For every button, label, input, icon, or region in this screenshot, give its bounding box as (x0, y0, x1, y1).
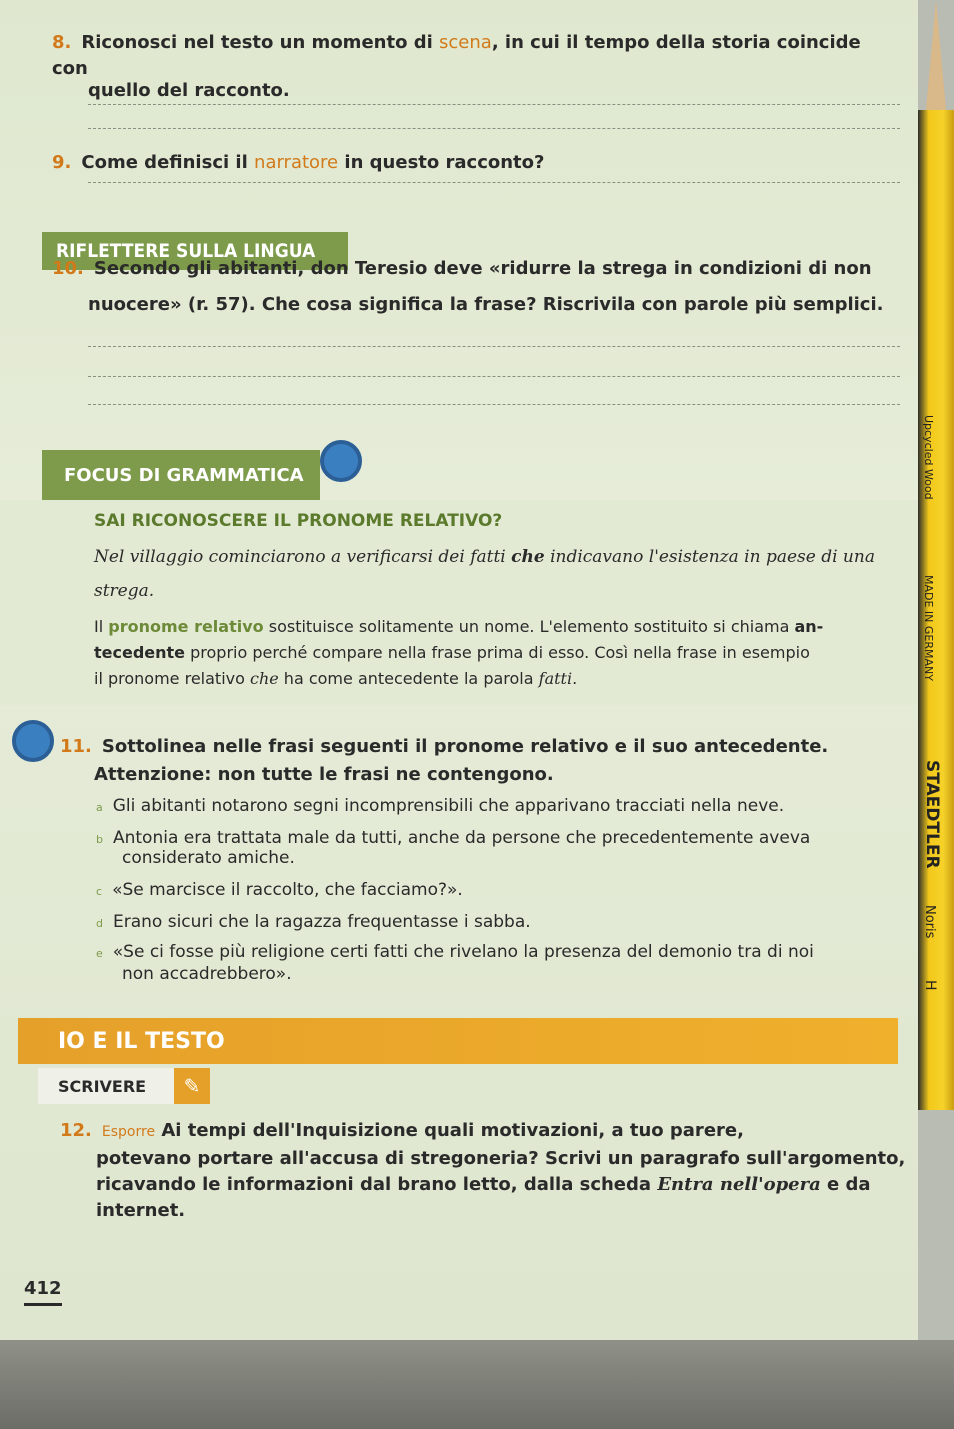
question-9: 9. Come definisci il narratore in questo racconto? (52, 152, 545, 173)
pencil-label-made-in: MADE IN GERMANY (922, 575, 935, 681)
section-bar-io-e-il-testo: IO E IL TESTO (18, 1018, 898, 1064)
question-8-line-2: quello del racconto. (88, 80, 290, 101)
pen-icon: ✎ (174, 1068, 210, 1104)
pencil-label-hardness: H (922, 980, 938, 991)
section-label-riflettere: RIFLETTERE SULLA LINGUA (42, 232, 348, 270)
focus-explanation-3: il pronome relativo che ha come antecedente la parola fatti. (94, 669, 578, 688)
page-number: 412 (24, 1278, 62, 1306)
list-item-continuation: considerato amiche. (122, 848, 295, 868)
list-item: b Antonia era trattata male da tutti, anche da persone che precedentemente aveva (96, 828, 811, 848)
question-11: 11. Sottolinea nelle frasi seguenti il pronome relativo e il suo antecedente. (60, 736, 829, 757)
question-12: 12. Esporre Ai tempi dell'Inquisizione quali motivazioni, a tuo parere, (60, 1120, 744, 1141)
question-number: 8. (52, 32, 72, 53)
question-8: 8. Riconosci nel testo un momento di scena, in cui il tempo della storia coincide con (52, 32, 861, 79)
keyword-narratore: narratore (254, 152, 339, 173)
answer-line[interactable] (88, 182, 900, 183)
list-item: d Erano sicuri che la ragazza frequentasse i sabba. (96, 912, 531, 932)
focus-explanation-2: tecedente proprio perché compare nella frase prima di esso. Così nella frase in esempio (94, 643, 810, 662)
section-label-focus: FOCUS DI GRAMMATICA (42, 450, 320, 500)
pencil-label-model: Noris (922, 905, 937, 939)
answer-line[interactable] (88, 376, 900, 377)
list-item: c «Se marcisce il raccolto, che facciamo?». (96, 880, 463, 900)
question-10-line-2: nuocere» (r. 57). Che cosa significa la frase? Riscrivila con parole più semplici. (88, 294, 884, 315)
focus-explanation: Il pronome relativo sostituisce solitamente un nome. L'elemento sostituito si chiama an- (94, 617, 824, 636)
question-10: 10. Secondo gli abitanti, don Teresio deve «ridurre la strega in condizioni di non (52, 258, 872, 279)
magnifier-icon (12, 720, 54, 762)
question-12-line-2: potevano portare all'accusa di stregoneria? Scrivi un paragrafo sull'argomento, (96, 1148, 906, 1169)
pencil-label-upcycled: Upcycled Wood (922, 415, 935, 500)
answer-line[interactable] (88, 346, 900, 347)
question-11-line-2: Attenzione: non tutte le frasi ne contengono. (94, 764, 554, 785)
list-item: e «Se ci fosse più religione certi fatti che rivelano la presenza del demonio tra di noi (96, 942, 814, 962)
answer-line[interactable] (88, 104, 900, 105)
focus-example-2: strega. (94, 581, 155, 601)
focus-example: Nel villaggio cominciarono a verificarsi dei fatti che indicavano l'esistenza in paese di una (94, 547, 875, 567)
list-item: a Gli abitanti notarono segni incomprensibili che apparivano tracciati nella neve. (96, 796, 785, 816)
question-12-line-4: internet. (96, 1200, 186, 1221)
answer-line[interactable] (88, 128, 900, 129)
section-label-scrivere: SCRIVERE (38, 1068, 198, 1104)
magnifier-icon (320, 440, 362, 482)
keyword-scena: scena (439, 32, 492, 53)
list-item-continuation: non accadrebbero». (122, 964, 292, 984)
pencil-tip (926, 0, 946, 110)
answer-line[interactable] (88, 404, 900, 405)
pencil-label-brand: STAEDTLER (922, 760, 942, 869)
desk-shadow (0, 1340, 954, 1429)
focus-heading: SAI RICONOSCERE IL PRONOME RELATIVO? (94, 511, 503, 531)
question-12-line-3: ricavando le informazioni dal brano letto, dalla scheda Entra nell'opera e da (96, 1174, 871, 1195)
